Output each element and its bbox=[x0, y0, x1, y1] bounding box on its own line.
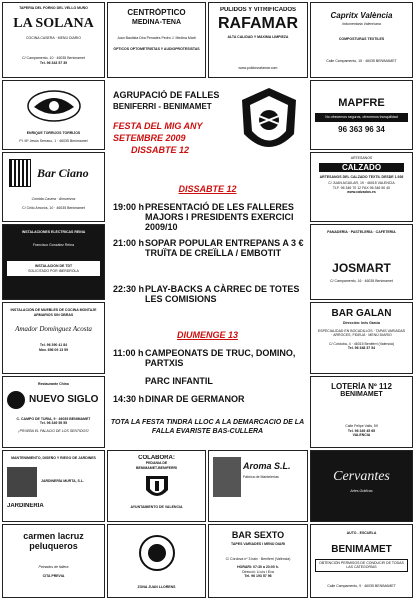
event-time: 14:30 h bbox=[113, 394, 145, 404]
ad-address: C/ Cirilo Amorós, 10 · 46035 Benimamet bbox=[22, 205, 85, 210]
ad-loteria bbox=[310, 376, 413, 448]
event-text: PLAY-BACKS A CÀRREC DE TOTES LES COMISIONS bbox=[145, 284, 300, 304]
ad-quote: ¡PRUEBA EL PALACIO DE LOS SENTIDOS! bbox=[18, 428, 89, 433]
ad-name: JOSMART bbox=[332, 260, 391, 275]
day1-event bbox=[113, 284, 305, 304]
ad-mobile: Mov. 656 09 13 59 bbox=[38, 347, 69, 352]
ad-zona-juan-llorens bbox=[107, 524, 206, 598]
ad-name: Cervantes bbox=[333, 469, 390, 484]
ad-carmen-lacruz bbox=[2, 524, 105, 598]
ad-phone: Tel. 96 348 37 54 bbox=[347, 346, 376, 350]
event-time: 11:00 h bbox=[113, 348, 144, 358]
ad-director: Direcció: Ll.uís i Eva bbox=[242, 569, 274, 574]
ad-flores bbox=[208, 450, 308, 522]
event-text: CAMPEONATS DE TRUC, DOMINO, PARTXIS bbox=[145, 348, 296, 368]
ad-bar-galan bbox=[310, 302, 413, 374]
nuevo-siglo-logo-icon bbox=[7, 391, 25, 409]
ad-top-line: PULIDOS Y VITRIFICADOS bbox=[219, 7, 297, 13]
day1-event bbox=[113, 238, 305, 258]
ad-address: C/ Campamento, 16 · 46035 Benimamet bbox=[330, 278, 393, 283]
ad-name: Aroma S.L. bbox=[243, 461, 291, 471]
ad-torrijos bbox=[2, 80, 105, 150]
ad-rafamar bbox=[208, 2, 308, 78]
program-org: AGRUPACIÓ DE FALLES bbox=[113, 90, 220, 100]
program-footer: TOTA LA FESTA TINDRÀ LLOC A LA DEMARCACIÓ DE LA FALLA EVARISTE BAS-CULLERA bbox=[110, 419, 305, 435]
day1-heading: DISSABTE 12 bbox=[178, 184, 237, 194]
ad-name: RAFAMAR bbox=[218, 15, 298, 32]
ad-top-line: TAPERIA DEL FORNO DEL VELLO MUÑO bbox=[19, 6, 88, 10]
ad-phone: 96 363 96 34 bbox=[338, 124, 385, 134]
ad-line: No ofrecemos seguros, ofrecemos tranquilidad bbox=[325, 115, 398, 119]
ad-line: Fábrica de Mantelerías bbox=[243, 475, 279, 479]
ad-name: NUEVO SIGLO bbox=[29, 394, 99, 405]
ad-phone: Tel. 96 349 45 65 bbox=[347, 428, 376, 433]
ad-address: Juan Bautista Dira Penades Pedro J. Medina Martí bbox=[117, 36, 196, 40]
ad-line: TAPES VARIADES I MENÚ DIARI bbox=[231, 542, 285, 546]
ad-murta bbox=[2, 450, 105, 522]
day2-event bbox=[113, 394, 305, 404]
ad-name: ENRIQUE TORRIJOS TORRIJOS bbox=[26, 131, 81, 135]
ad-centroptico bbox=[107, 2, 206, 78]
ad-address: Calle Felipe Valls, 59 bbox=[345, 424, 378, 428]
ad-top-line: PANADERÍA · PASTELERÍA · CAFETERÍA bbox=[327, 230, 396, 234]
ad-line: COMPOSTURAS TEXTILES bbox=[338, 36, 385, 41]
ad-name: BAR GALÁN bbox=[331, 308, 392, 319]
flores-photo-icon bbox=[213, 457, 241, 497]
ad-address: C/ Campamento, 10 · 46035 Benimamet bbox=[22, 56, 85, 60]
ad-artesanos-calzado bbox=[310, 152, 413, 222]
ad-web: www.calzados.es bbox=[347, 190, 376, 194]
event-time: 19:00 h bbox=[113, 202, 145, 212]
ad-phone: Tel. 96 193 57 96 bbox=[244, 574, 272, 578]
ad-name: LA SOLANA bbox=[13, 15, 94, 31]
ad-address: Pl. Mº Jesús Serrano, 1 · 46035 Benimamet bbox=[19, 138, 88, 143]
ad-sub: COCINA CASERA · MENÚ DIARIO bbox=[25, 35, 82, 40]
ad-phone: Tel. 96 390 41 84 bbox=[39, 343, 68, 347]
ad-name: Capritx València bbox=[330, 11, 393, 20]
colabora-line1: PEDANIA DE bbox=[145, 461, 168, 465]
ad-top-line: AUTO - ESCUELA bbox=[346, 531, 377, 535]
ad-address: Calle Campamento, 9 · 46035 BENIMAMET bbox=[327, 583, 396, 588]
ad-address: C/ Córdoba, 4 · 46015 Beniferri (Valencia) bbox=[328, 341, 395, 346]
ad-top-line: ARTESANOS bbox=[350, 156, 373, 160]
day2-heading: DIUMENGE 13 bbox=[176, 330, 238, 340]
event-text: SOPAR POPULAR ENTREPANS A 3 € TRUÏTA DE CREÏLLA / EMBOTIT bbox=[145, 238, 304, 258]
ad-mapfre bbox=[310, 80, 413, 150]
ad-nuevo-siglo bbox=[2, 376, 105, 448]
ad-name: ZONA JUAN LLORENS bbox=[137, 585, 176, 589]
ad-cervantes bbox=[310, 450, 413, 522]
ad-address: C. CAMPO DE TURIA, 9 · 46035 BENIMAMET bbox=[16, 416, 91, 421]
ad-name: INSTALACIONES ELÉCTRICAS REINA bbox=[21, 230, 86, 234]
ad-line1: INSTALACIÓN DE TDT bbox=[34, 264, 73, 268]
ad-name: Bar Ciano bbox=[37, 165, 89, 180]
ad-autoescuela bbox=[310, 524, 413, 598]
ad-bar-sexto bbox=[208, 524, 308, 598]
ad-owner: Francisco González Reina bbox=[32, 242, 75, 247]
ad-director: Dirección: Inés García bbox=[343, 321, 380, 325]
ad-owner: Amador Domínguez Acosta bbox=[15, 325, 92, 333]
falla-crest-icon bbox=[234, 84, 304, 164]
ad-name: LOTERÍA Nº 112 bbox=[331, 382, 392, 391]
festival-program bbox=[107, 80, 308, 450]
ad-phone: TLF. 96 346 70 12 FAX 96 346 50 40 bbox=[332, 185, 391, 190]
event-text: PARC INFANTIL bbox=[145, 376, 213, 386]
day2-event bbox=[113, 348, 305, 368]
ad-sub: MEDINA-TENA bbox=[132, 19, 181, 26]
ad-name: CALZADO bbox=[319, 163, 404, 172]
ad-line: Comida Casera · Almuerzos bbox=[31, 197, 76, 201]
bar-ciano-icon bbox=[9, 159, 31, 187]
colabora-line2: BENIMAMET-BENIFERRI bbox=[135, 465, 178, 470]
ad-capritx bbox=[310, 2, 413, 78]
ad-line: ESPECIALIDAD EN BOCADILLOS · TAPAS VARIADAS · ARROCES, FIDEUÀ · MENÚ DIARIO bbox=[317, 328, 406, 337]
event-time: 21:00 h bbox=[113, 238, 145, 248]
ad-sub: Peinados de fallera bbox=[38, 565, 69, 569]
ad-sub: BENIMÀMET bbox=[340, 391, 383, 398]
event-text: PRESENTACIÓ DE LES FALLERES MAJORS I PRESIDENTS EXERCICI 2009/10 bbox=[145, 202, 294, 232]
ad-title: INSTALACIÓN DE MUEBLES DE COCINA MONTAJE ARMARIOS SIN OBRAS bbox=[10, 308, 97, 317]
event-text: DINAR DE GERMANOR bbox=[145, 394, 245, 404]
day2-event bbox=[113, 376, 305, 386]
ad-name: BAR SEXTO bbox=[231, 530, 285, 540]
ad-muebles bbox=[2, 302, 105, 374]
event-time: 22:30 h bbox=[113, 284, 145, 294]
program-day: DISSABTE 12 bbox=[131, 145, 190, 155]
ad-label: JARDINERÍA bbox=[7, 502, 44, 509]
ad-sub: Indumentaria Valenciana bbox=[342, 22, 381, 26]
colabora-caption: AYUNTAMIENTO DE VALENCIA bbox=[130, 505, 183, 509]
ad-name: JARDINERÍA MURTA, S.L. bbox=[41, 479, 84, 484]
ad-sub: Artes Gráficas bbox=[350, 489, 373, 493]
ad-top-line: MANTENIMIENTO, DISEÑO Y RIEGO DE JARDINES bbox=[11, 456, 96, 460]
ad-name: CENTRÓPTICO bbox=[127, 8, 186, 17]
day1-event bbox=[113, 202, 305, 232]
ad-josmart bbox=[310, 224, 413, 300]
program-date: SETEMBRE 2009 bbox=[113, 133, 186, 143]
ad-bar-ciano bbox=[2, 152, 105, 222]
ad-city: VALENCIA bbox=[352, 433, 371, 437]
ad-sub: ALTA CALIDAD Y MÁXIMA LIMPIEZA bbox=[227, 35, 289, 39]
ad-la-solana bbox=[2, 2, 105, 78]
ad-line: ÓPTICOS OPTOMETRISTAS Y AUDIOPROTESISTAS bbox=[113, 46, 200, 51]
ad-electricas bbox=[2, 224, 105, 300]
colabora-box bbox=[107, 450, 206, 522]
ad-name: BENIMÀMET bbox=[331, 543, 392, 555]
city-crest-icon bbox=[143, 473, 171, 503]
ad-city: CITA PREVIA bbox=[42, 573, 65, 578]
ad-address: C/ JUAN AGUILAR, 19 · 46015 VALENCIA bbox=[328, 181, 395, 185]
ad-hours: HORARI: 07:30 a 23:00 h. bbox=[237, 565, 279, 569]
ad-phone: Tel. 96 343 57 39 bbox=[39, 60, 68, 65]
ad-top-line: Restaurante Chino bbox=[37, 382, 70, 386]
ad-sub: ARTESANOS DEL CALZADO TEXTIL DESDE 1.926 bbox=[319, 174, 404, 179]
ad-name: MAPFRE bbox=[338, 97, 385, 109]
ad-web: www.pulidosrafamar.com bbox=[238, 65, 278, 70]
ad-line: OBTENCIÓN PERMISOS DE CONDUCIR DE TODAS LAS CATEGORÍAS bbox=[319, 560, 404, 569]
colabora-title: COLABORA: bbox=[138, 455, 175, 461]
ad-address: Calle Campamento, 15 · 46035 BENIMAMET bbox=[326, 59, 397, 63]
ad-phone: Tel. 96 349 55 55 bbox=[39, 421, 68, 425]
torrijos-logo-icon bbox=[24, 87, 84, 125]
program-org2: BENIFERRI - BENIMAMET bbox=[113, 102, 212, 111]
program-festa: FESTA DEL MIG ANY bbox=[113, 121, 203, 131]
zona-logo-icon bbox=[137, 533, 177, 573]
ad-address: C/ Còrdova nº 3 baix · Beniferri (València) bbox=[225, 556, 291, 561]
ad-line2: SOLICITADO POR IBERDROLA bbox=[28, 268, 79, 273]
ad-name: carmen lacruz peluqueros bbox=[23, 531, 84, 551]
murta-photo-icon bbox=[7, 467, 37, 497]
